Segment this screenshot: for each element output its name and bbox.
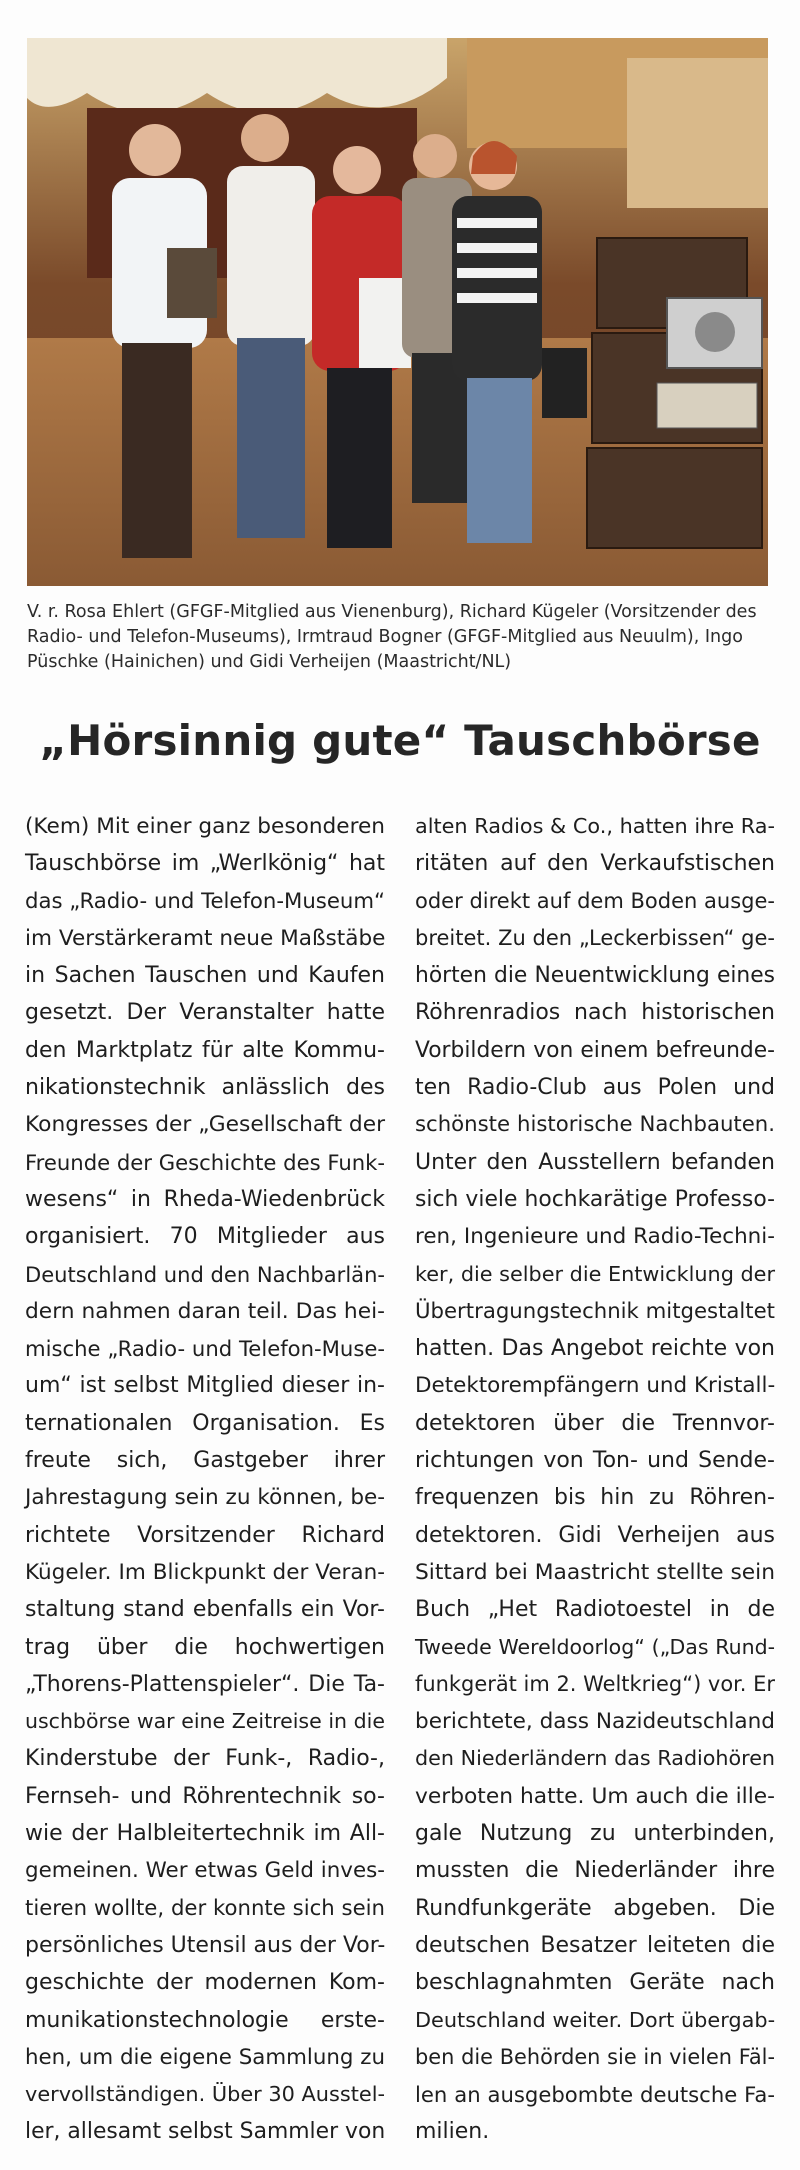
article-column-right — [415, 808, 775, 2151]
text-line: mische „Radio- und Telefon-Muse- — [25, 1336, 385, 1362]
article-column-left — [25, 808, 385, 2151]
text-line: organisiert. 70 Mitglieder aus — [25, 1224, 385, 1250]
text-line: verboten hatte. Um auch die ille- — [415, 1783, 775, 1809]
text-line: ker, die selber die Entwicklung der — [415, 1261, 775, 1286]
text-line: „Thorens-Plattenspieler“. Die Ta- — [25, 1671, 385, 1697]
text-line: mussten die Niederländer ihre — [415, 1858, 775, 1884]
text-line: funkgerät im 2. Weltkrieg“) vor. Er — [415, 1671, 775, 1696]
text-line: milien. — [415, 2119, 490, 2145]
text-line: um“ ist selbst Mitglied dieser in- — [25, 1373, 385, 1399]
text-line: tieren wollte, der konnte sich sein — [25, 1895, 385, 1921]
text-line: Unter den Ausstellern befanden — [415, 1149, 775, 1175]
text-line: len an ausgebombte deutsche Fa- — [415, 2082, 775, 2108]
text-line: beschlagnahmten Geräte nach — [415, 1970, 775, 1996]
caption-line: Püschke (Hainichen) und Gidi Verheijen (Maastricht/NL) — [27, 652, 512, 672]
text-line: uschbörse war eine Zeitreise in die — [25, 1709, 385, 1734]
text-line: berichtete, dass Nazideutschland — [415, 1709, 776, 1735]
text-line: das „Radio- und Telefon-Museum“ — [25, 888, 385, 914]
text-line: hen, um die eigene Sammlung zu — [25, 2044, 385, 2070]
text-line: gemeinen. Wer etwas Geld inves- — [25, 1858, 385, 1884]
text-line: Rundfunkgeräte abgeben. Die — [415, 1895, 775, 1921]
text-line: trag über die hochwertigen — [25, 1634, 385, 1660]
text-line: gesetzt. Der Veranstalter hatte — [25, 1000, 385, 1026]
text-line: Jahrestagung sein zu können, be- — [25, 1485, 386, 1511]
text-line: sich viele hochkarätige Professo- — [415, 1186, 775, 1212]
text-line: geschichte der modernen Kom- — [25, 1970, 385, 1996]
text-line: frequenzen bis hin zu Röhren- — [415, 1485, 775, 1511]
text-line: wesens“ in Rheda-Wiedenbrück — [25, 1186, 385, 1212]
text-line: Tweede Wereldoorlog“ („Das Rund- — [415, 1634, 775, 1659]
text-line: den Marktplatz für alte Kommu- — [25, 1037, 385, 1063]
text-line: detektoren über die Trennvor- — [415, 1410, 775, 1436]
text-line: den Niederländern das Radiohören — [415, 1746, 775, 1771]
text-line: in Sachen Tauschen und Kaufen — [25, 963, 385, 989]
text-line: breitet. Zu den „Leckerbissen“ ge- — [415, 925, 775, 950]
text-line: Tauschbörse im „Werlkönig“ hat — [25, 851, 385, 877]
text-line: wie der Halbleitertechnik im All- — [25, 1821, 385, 1847]
text-line: schönste historische Nachbauten. — [415, 1112, 775, 1138]
text-line: hörten die Neuentwicklung eines — [415, 963, 775, 989]
text-line: vervollständigen. Über 30 Ausstel- — [25, 2082, 385, 2107]
text-line: oder direkt auf dem Boden ausge- — [415, 888, 775, 913]
caption-line: Radio- und Telefon-Museums), Irmtraud Bogner (GFGF-Mitglied aus Neuulm), Ingo — [27, 627, 743, 647]
text-line: Kongresses der „Gesellschaft der — [25, 1112, 386, 1138]
photo-illustration — [27, 38, 768, 586]
text-line: munikationstechnologie erste- — [25, 2007, 385, 2033]
text-line: richtungen von Ton- und Sende- — [415, 1448, 775, 1474]
text-line: Übertragungstechnik mitgestaltet — [415, 1298, 775, 1324]
text-line: (Kem) Mit einer ganz besonderen — [25, 814, 385, 839]
text-line: ritäten auf den Verkaufstischen — [415, 851, 775, 877]
text-line: Deutschland weiter. Dort übergab- — [415, 2007, 776, 2032]
text-line: nikationstechnik anlässlich des — [25, 1075, 385, 1101]
text-line: Deutschland und den Nachbarlän- — [25, 1261, 385, 1287]
text-line: im Verstärkeramt neue Maßstäbe — [25, 925, 386, 951]
text-line: deutschen Besatzer leiteten die — [415, 1932, 775, 1958]
text-line: ben die Behörden sie in vielen Fäl- — [415, 2044, 775, 2069]
text-line: Detektorempfängern und Kristall- — [415, 1373, 776, 1399]
text-line: alten Radios & Co., hatten ihre Ra- — [415, 814, 775, 838]
text-line: detektoren. Gidi Verheijen aus — [415, 1522, 775, 1548]
text-line: Vorbildern von einem befreunde- — [415, 1037, 775, 1063]
text-line: hatten. Das Angebot reichte von — [415, 1336, 775, 1362]
photo-caption — [27, 600, 768, 675]
text-line: Röhrenradios nach historischen — [415, 1000, 775, 1026]
text-line: persönliches Utensil aus der Vor- — [25, 1932, 386, 1958]
text-line: ren, Ingenieure und Radio-Techni- — [415, 1224, 775, 1250]
text-line: Kügeler. Im Blickpunkt der Veran- — [25, 1559, 385, 1585]
text-line: richtete Vorsitzender Richard — [25, 1522, 385, 1548]
group-photo — [27, 38, 768, 586]
text-line: ler, allesamt selbst Sammler von — [25, 2119, 386, 2145]
text-line: Freunde der Geschichte des Funk- — [25, 1149, 386, 1175]
text-line: Sittard bei Maastricht stellte sein — [415, 1559, 775, 1585]
text-line: dern nahmen daran teil. Das hei- — [25, 1298, 385, 1324]
caption-line: V. r. Rosa Ehlert (GFGF-Mitglied aus Vienenburg), Richard Kügeler (Vorsitzender des — [27, 602, 757, 622]
person-2 — [227, 114, 315, 538]
text-line: freute sich, Gastgeber ihrer — [25, 1448, 385, 1474]
text-line: gale Nutzung zu unterbinden, — [415, 1821, 775, 1847]
text-line: Fernseh- und Röhrentechnik so- — [25, 1783, 385, 1809]
text-line: Buch „Het Radiotoestel in de — [415, 1597, 775, 1623]
text-line: ten Radio-Club aus Polen und — [415, 1075, 775, 1101]
article-headline: „Hörsinnig gute“ Tauschbörse — [39, 716, 761, 765]
text-line: staltung stand ebenfalls ein Vor- — [25, 1597, 385, 1623]
text-line: ternationalen Organisation. Es — [25, 1410, 385, 1436]
text-line: Kinderstube der Funk-, Radio-, — [25, 1746, 385, 1772]
